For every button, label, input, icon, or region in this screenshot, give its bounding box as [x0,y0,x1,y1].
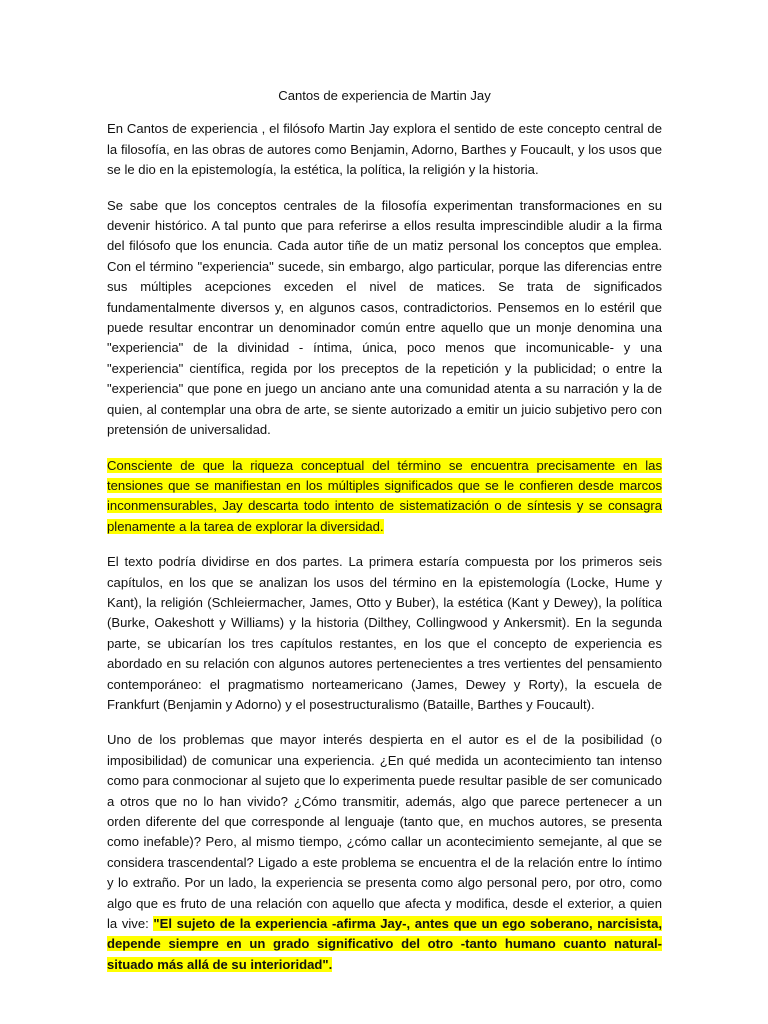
paragraph-concepts-text: Se sabe que los conceptos centrales de la filosofía experimentan transformaciones en su devenir histórico. A tal punto que para referirse a ellos resulta imprescindible aludir a la firma del filósofo que los enuncia. Cada autor tiñe de un matiz personal los conceptos que emplea. Con el término "experiencia" sucede, sin embargo, algo particular, porque las diferencias entre sus múltiples acepciones exceden el nivel de matices. Se trata de significados fundamentalmente diversos y, en algunos casos, contradictorios. Pensemos en lo estéril que puede resultar encontrar un denominador común entre aquello que un monje denomina una "experiencia" de la divinidad - íntima, única, poco menos que incomunicable- y una "experiencia" científica, regida por los preceptos de la repetición y la publicidad; o entre la "experiencia" que pone en juego un anciano ante una comunidad atenta a su narración y la de quien, al contemplar una obra de arte, se siente autorizado a emitir un juicio subjetivo pero con pretensión de universalidad. [107,197,662,438]
highlighted-quote: "El sujeto de la experiencia -afirma Jay-, antes que un ego soberano, narcisista, depende siempre en un grado significativo del otro -tanto humano cuanto natural- situado más allá de su interioridad". [107,916,663,972]
highlighted-text: Consciente de que la riqueza conceptual del término se encuentra precisamente en las tensiones que se manifiestan en los múltiples significados que se le confieren desde marcos inconmensurables, Jay descarta todo intento de sistematización o de síntesis y se consagra plenamente a la tarea de explorar la diversidad. [107,457,662,534]
paragraph-problems-text: Uno de los problemas que mayor interés despierta en el autor es el de la posibilidad (o imposibilidad) de comunicar una experiencia. ¿En qué medida un acontecimiento tan intenso como para conmocionar al sujeto que lo experimenta puede resultar pasible de ser comunicado a otros que no lo han vivido? ¿Cómo transmitir, además, algo que parece pertenecer a un orden diferente del que corresponde al lenguaje (tanto que, en muchos autores, se presenta como inefable)? Pero, al mismo tiempo, ¿cómo callar un acontecimiento semejante, al que se considera trascendental? Ligado a este problema se encuentra el de la relación entre lo íntimo y lo extraño. Por un lado, la experiencia se presenta como algo personal pero, por otro, como algo que es fruto de una relación con aquello que afecta y modifica, desde el exterior, a quien la vive: [107,732,662,932]
paragraph-structure-text: El texto podría dividirse en dos partes. La primera estaría compuesta por los primeros seis capítulos, en los que se analizan los usos del término en la epistemología (Locke, Hume y Kant), la religión (Schleiermacher, James, Otto y Buber), la estética (Kant y Dewey), la política (Burke, Oakeshott y Williams) y la historia (Dilthey, Collingwood y Ankersmit). En la segunda parte, se ubicarían los tres capítulos restantes, en los que el concepto de experiencia es abordado en su relación con algunos autores pertenecientes a tres vertientes del pensamiento contemporáneo: el pragmatismo norteamericano (James, Dewey y Rorty), la escuela de Frankfurt (Benjamin y Adorno) y el posestructuralismo (Bataille, Barthes y Foucault). [107,554,662,712]
paragraph-highlighted [107,456,662,538]
paragraph-intro-text: En Cantos de experiencia , el filósofo Martin Jay explora el sentido de este concepto central de la filosofía, en las obras de autores como Benjamin, Adorno, Barthes y Foucault, y los usos que se le dio en la epistemología, la estética, la política, la religión y la historia. [107,121,662,178]
document-body [107,86,662,990]
paragraph-problems [107,730,662,975]
document-title: Cantos de experiencia de Martin Jay [278,88,491,103]
paragraph-concepts [107,196,662,441]
paragraph-intro [107,119,662,180]
paragraph-structure [107,552,662,715]
